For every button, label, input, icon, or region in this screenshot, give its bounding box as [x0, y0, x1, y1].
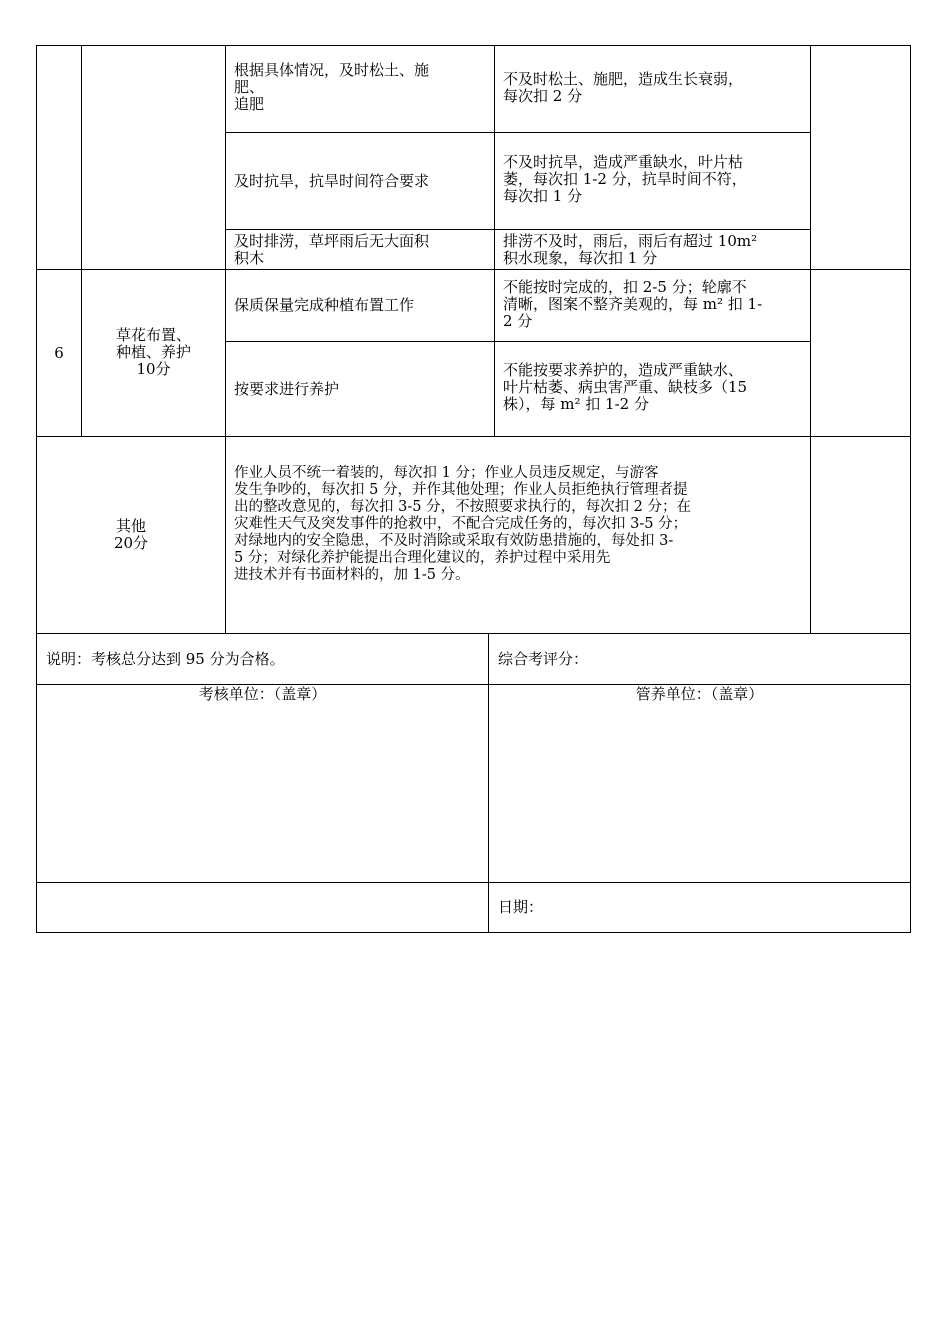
note-text: [46, 634, 486, 684]
other-title-text: 其他 20分: [113, 517, 149, 552]
row2-deduction: 不及时抗旱，造成严重缺水，叶片枯 萎，每次扣 1-2 分，抗旱时间不符， 每次扣 1 分: [503, 154, 747, 205]
section6-title: [82, 300, 225, 405]
total-score: [498, 634, 908, 684]
section6-title-text: 草花布置、 种植、养护 10分: [115, 326, 191, 378]
maintain-unit: 管养单位：（盖章）: [635, 686, 764, 703]
section6-item2-standard-text: 按要求进行养护: [234, 379, 340, 398]
other-title: [37, 437, 225, 633]
row1-standard: 根据具体情况，及时松土、施 肥、 追肥: [234, 62, 430, 113]
note-label: 说明：考核总分达到 95 分为合格。: [46, 649, 285, 668]
row2-standard-text: 及时抗旱，抗旱时间符合要求: [234, 171, 430, 190]
total-score-label: 综合考评分：: [498, 649, 589, 668]
section6-item1-standard: [234, 270, 492, 341]
section6-number-text: 6: [54, 343, 64, 362]
row3-deduction: 排涝不及时，雨后，雨后有超过 10m² 积水现象，每次扣 1 分: [503, 233, 758, 267]
row2-standard: [234, 133, 492, 229]
section6-item2-deduction: 不能按要求养护的，造成严重缺水、 叶片枯萎、病虫害严重、缺枝多（15 株），每 m² 扣 1-2 分: [503, 362, 748, 413]
assess-unit: 考核单位：（盖章）: [198, 686, 327, 703]
section6-item2-standard: [234, 342, 492, 436]
date-label: 日期：: [498, 898, 544, 916]
section6-item1-standard-text: 保质保量完成种植布置工作: [234, 296, 415, 314]
section6-number: [37, 270, 81, 436]
section6-item1-deduction: 不能按时完成的，扣 2-5 分；轮廓不 清晰，图案不整齐美观的，每 m² 扣 1- 2 分: [503, 279, 763, 330]
row1-deduction: 不及时松土、施肥，造成生长衰弱， 每次扣 2 分: [503, 71, 744, 105]
row3-standard: 及时排涝，草坪雨后无大面积 积木: [234, 233, 430, 267]
date-field: [498, 883, 908, 932]
other-content: 作业人员不统一着装的，每次扣 1 分；作业人员违反规定，与游客 发生争吵的，每次扣 5 分，并作其他处理；作业人员拒绝执行管理者提 出的整改意见的，每次扣 3-5 分，不按照要求执行的，每次扣 2 分；在 灾难性天气及突发事件的抢救中，不配合完成任务的，每次扣 3-5 分； 对绿地内的安全隐患，不及时消除或采取有效防患措施的，每处扣 3- 5 分；对绿化养护能提出合理化建议的，养护过程中采用先 进技术并有书面材料的，加 1-5 分。: [234, 465, 692, 583]
